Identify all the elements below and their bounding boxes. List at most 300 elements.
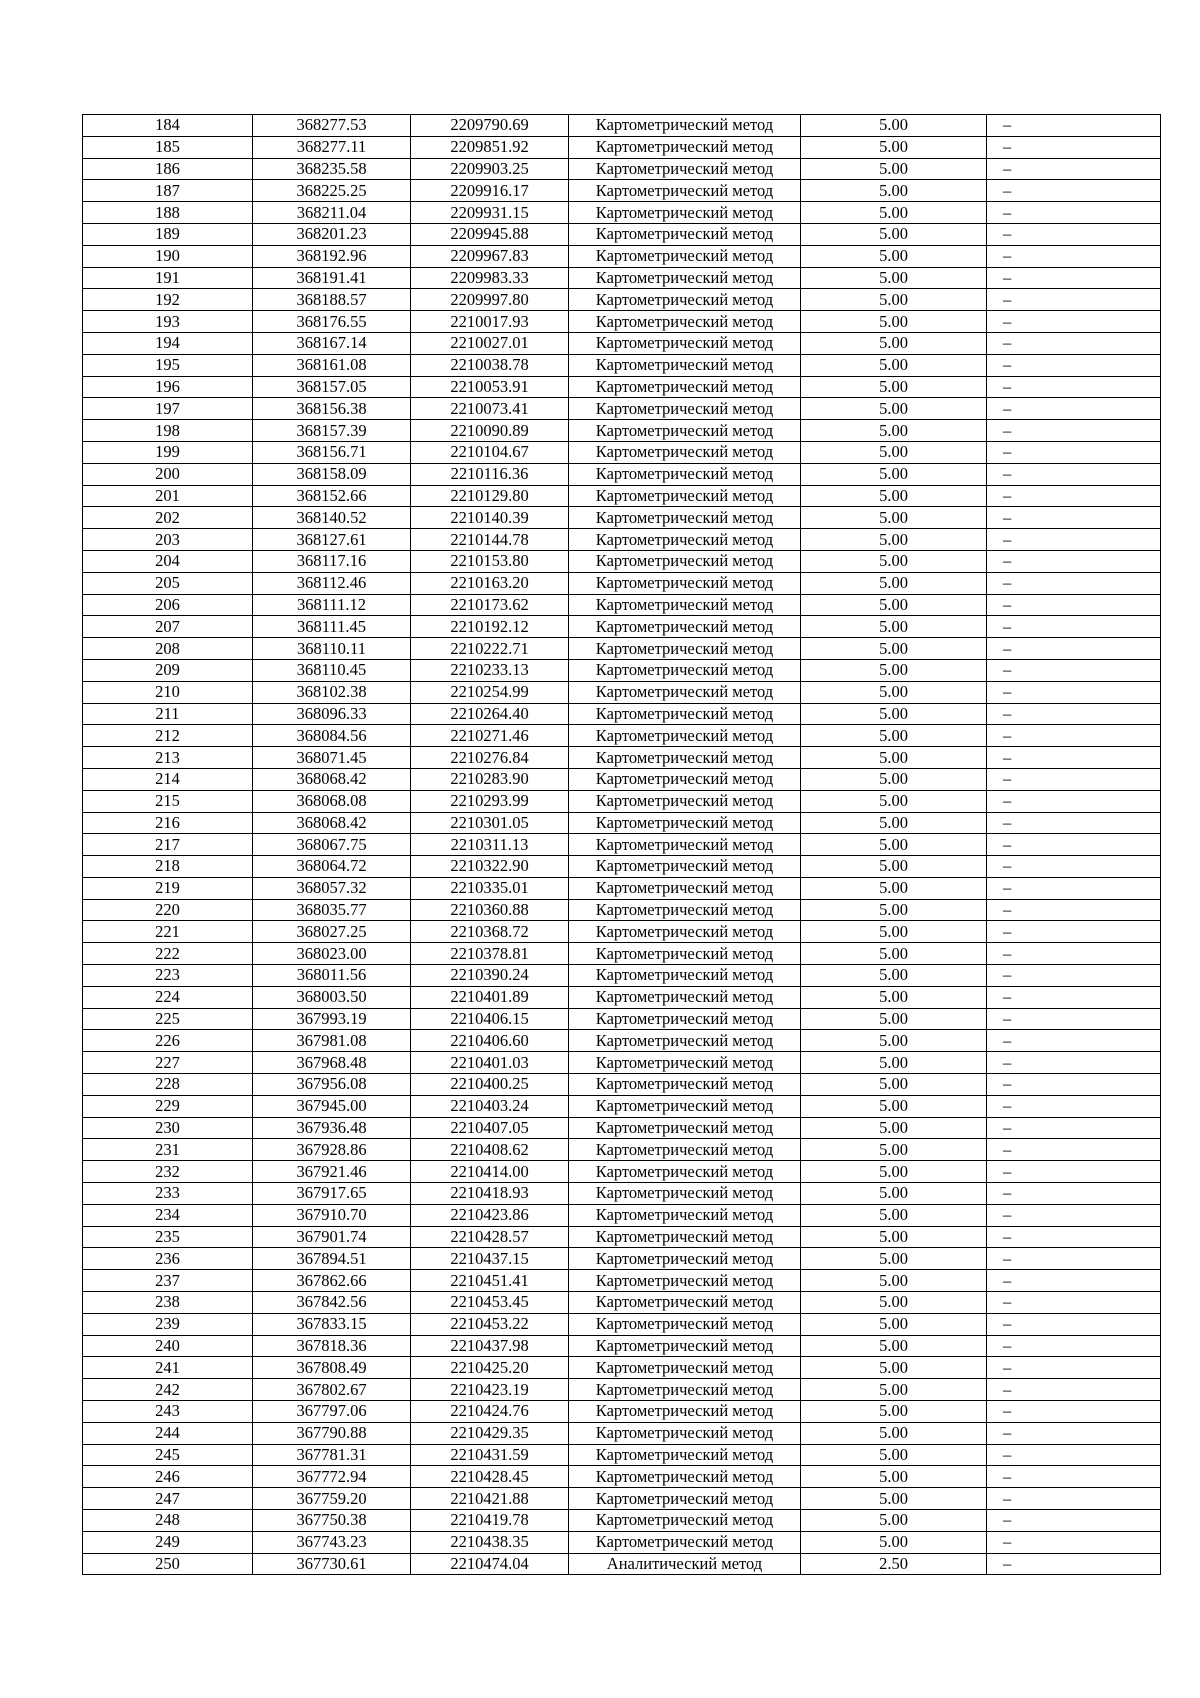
- x-coordinate-cell: 368167.14: [253, 332, 411, 354]
- table-row: [83, 747, 1161, 769]
- method-cell: Картометрический метод: [569, 1226, 801, 1248]
- table-row: [83, 1488, 1161, 1510]
- x-coordinate-cell: 367808.49: [253, 1357, 411, 1379]
- accuracy-cell: 5.00: [801, 1204, 987, 1226]
- table-row: [83, 1401, 1161, 1423]
- point-number-cell: 195: [83, 354, 253, 376]
- point-number-cell: 237: [83, 1270, 253, 1292]
- table-row: [83, 223, 1161, 245]
- point-number-cell: 222: [83, 943, 253, 965]
- note-cell: –: [987, 376, 1161, 398]
- point-number-cell: 189: [83, 223, 253, 245]
- y-coordinate-cell: 2210390.24: [411, 965, 569, 987]
- accuracy-cell: 5.00: [801, 245, 987, 267]
- point-number-cell: 207: [83, 616, 253, 638]
- y-coordinate-cell: 2210407.05: [411, 1117, 569, 1139]
- method-cell: Картометрический метод: [569, 1074, 801, 1096]
- note-cell: –: [987, 1379, 1161, 1401]
- method-cell: Картометрический метод: [569, 136, 801, 158]
- note-cell: –: [987, 1335, 1161, 1357]
- table-row: [83, 1270, 1161, 1292]
- x-coordinate-cell: 368068.42: [253, 768, 411, 790]
- point-number-cell: 215: [83, 790, 253, 812]
- table-row: [83, 921, 1161, 943]
- accuracy-cell: 5.00: [801, 1161, 987, 1183]
- note-cell: –: [987, 332, 1161, 354]
- accuracy-cell: 5.00: [801, 1117, 987, 1139]
- accuracy-cell: 5.00: [801, 965, 987, 987]
- point-number-cell: 204: [83, 550, 253, 572]
- y-coordinate-cell: 2210163.20: [411, 572, 569, 594]
- table-row: [83, 420, 1161, 442]
- x-coordinate-cell: 368127.61: [253, 529, 411, 551]
- accuracy-cell: 5.00: [801, 1292, 987, 1314]
- accuracy-cell: 5.00: [801, 1270, 987, 1292]
- y-coordinate-cell: 2210144.78: [411, 529, 569, 551]
- note-cell: –: [987, 659, 1161, 681]
- method-cell: Картометрический метод: [569, 1183, 801, 1205]
- y-coordinate-cell: 2210027.01: [411, 332, 569, 354]
- method-cell: Картометрический метод: [569, 921, 801, 943]
- accuracy-cell: 5.00: [801, 1008, 987, 1030]
- accuracy-cell: 5.00: [801, 921, 987, 943]
- point-number-cell: 226: [83, 1030, 253, 1052]
- y-coordinate-cell: 2210474.04: [411, 1553, 569, 1575]
- x-coordinate-cell: 368157.39: [253, 420, 411, 442]
- point-number-cell: 219: [83, 877, 253, 899]
- accuracy-cell: 5.00: [801, 136, 987, 158]
- point-number-cell: 202: [83, 507, 253, 529]
- note-cell: –: [987, 115, 1161, 137]
- note-cell: –: [987, 768, 1161, 790]
- x-coordinate-cell: 368235.58: [253, 158, 411, 180]
- table-row: [83, 1226, 1161, 1248]
- table-row: [83, 354, 1161, 376]
- method-cell: Картометрический метод: [569, 834, 801, 856]
- accuracy-cell: 5.00: [801, 747, 987, 769]
- table-row: [83, 398, 1161, 420]
- accuracy-cell: 5.00: [801, 659, 987, 681]
- note-cell: –: [987, 1531, 1161, 1553]
- point-number-cell: 248: [83, 1510, 253, 1532]
- point-number-cell: 239: [83, 1313, 253, 1335]
- point-number-cell: 213: [83, 747, 253, 769]
- note-cell: –: [987, 398, 1161, 420]
- point-number-cell: 199: [83, 441, 253, 463]
- x-coordinate-cell: 367802.67: [253, 1379, 411, 1401]
- accuracy-cell: 5.00: [801, 398, 987, 420]
- note-cell: –: [987, 1292, 1161, 1314]
- y-coordinate-cell: 2210418.93: [411, 1183, 569, 1205]
- table-row: [83, 332, 1161, 354]
- y-coordinate-cell: 2209903.25: [411, 158, 569, 180]
- table-row: [83, 812, 1161, 834]
- table-row: [83, 616, 1161, 638]
- note-cell: –: [987, 834, 1161, 856]
- x-coordinate-cell: 368003.50: [253, 986, 411, 1008]
- accuracy-cell: 5.00: [801, 856, 987, 878]
- point-number-cell: 244: [83, 1422, 253, 1444]
- point-number-cell: 234: [83, 1204, 253, 1226]
- x-coordinate-cell: 368152.66: [253, 485, 411, 507]
- x-coordinate-cell: 367833.15: [253, 1313, 411, 1335]
- accuracy-cell: 5.00: [801, 1074, 987, 1096]
- x-coordinate-cell: 367730.61: [253, 1553, 411, 1575]
- note-cell: –: [987, 180, 1161, 202]
- note-cell: –: [987, 856, 1161, 878]
- note-cell: –: [987, 1008, 1161, 1030]
- y-coordinate-cell: 2210419.78: [411, 1510, 569, 1532]
- accuracy-cell: 5.00: [801, 1488, 987, 1510]
- x-coordinate-cell: 367993.19: [253, 1008, 411, 1030]
- table-row: [83, 943, 1161, 965]
- y-coordinate-cell: 2210192.12: [411, 616, 569, 638]
- point-number-cell: 191: [83, 267, 253, 289]
- note-cell: –: [987, 507, 1161, 529]
- accuracy-cell: 5.00: [801, 485, 987, 507]
- note-cell: –: [987, 245, 1161, 267]
- table-row: [83, 1095, 1161, 1117]
- table-row: [83, 1292, 1161, 1314]
- note-cell: –: [987, 1204, 1161, 1226]
- point-number-cell: 187: [83, 180, 253, 202]
- y-coordinate-cell: 2210437.15: [411, 1248, 569, 1270]
- x-coordinate-cell: 368157.05: [253, 376, 411, 398]
- table-row: [83, 899, 1161, 921]
- accuracy-cell: 5.00: [801, 1510, 987, 1532]
- y-coordinate-cell: 2209997.80: [411, 289, 569, 311]
- point-number-cell: 240: [83, 1335, 253, 1357]
- accuracy-cell: 5.00: [801, 311, 987, 333]
- y-coordinate-cell: 2210378.81: [411, 943, 569, 965]
- x-coordinate-cell: 367901.74: [253, 1226, 411, 1248]
- y-coordinate-cell: 2210421.88: [411, 1488, 569, 1510]
- accuracy-cell: 5.00: [801, 1357, 987, 1379]
- method-cell: Картометрический метод: [569, 659, 801, 681]
- x-coordinate-cell: 368111.12: [253, 594, 411, 616]
- point-number-cell: 209: [83, 659, 253, 681]
- x-coordinate-cell: 368277.53: [253, 115, 411, 137]
- point-number-cell: 249: [83, 1531, 253, 1553]
- note-cell: –: [987, 1444, 1161, 1466]
- note-cell: –: [987, 354, 1161, 376]
- note-cell: –: [987, 899, 1161, 921]
- note-cell: –: [987, 289, 1161, 311]
- accuracy-cell: 5.00: [801, 507, 987, 529]
- accuracy-cell: 5.00: [801, 572, 987, 594]
- method-cell: Картометрический метод: [569, 1292, 801, 1314]
- table-row: [83, 1248, 1161, 1270]
- table-row: [83, 1161, 1161, 1183]
- note-cell: –: [987, 747, 1161, 769]
- accuracy-cell: 5.00: [801, 899, 987, 921]
- x-coordinate-cell: 368068.42: [253, 812, 411, 834]
- method-cell: Картометрический метод: [569, 1117, 801, 1139]
- note-cell: –: [987, 616, 1161, 638]
- x-coordinate-cell: 368110.45: [253, 659, 411, 681]
- point-number-cell: 243: [83, 1401, 253, 1423]
- table-row: [83, 245, 1161, 267]
- method-cell: Картометрический метод: [569, 507, 801, 529]
- accuracy-cell: 5.00: [801, 420, 987, 442]
- note-cell: –: [987, 1553, 1161, 1575]
- method-cell: Картометрический метод: [569, 1335, 801, 1357]
- note-cell: –: [987, 594, 1161, 616]
- point-number-cell: 246: [83, 1466, 253, 1488]
- y-coordinate-cell: 2209790.69: [411, 115, 569, 137]
- y-coordinate-cell: 2210431.59: [411, 1444, 569, 1466]
- note-cell: –: [987, 202, 1161, 224]
- note-cell: –: [987, 812, 1161, 834]
- method-cell: Картометрический метод: [569, 703, 801, 725]
- note-cell: –: [987, 420, 1161, 442]
- coordinates-table: [82, 114, 1161, 1575]
- x-coordinate-cell: 368156.38: [253, 398, 411, 420]
- table-row: [83, 1422, 1161, 1444]
- x-coordinate-cell: 367790.88: [253, 1422, 411, 1444]
- accuracy-cell: 2.50: [801, 1553, 987, 1575]
- point-number-cell: 200: [83, 463, 253, 485]
- accuracy-cell: 5.00: [801, 986, 987, 1008]
- method-cell: Картометрический метод: [569, 899, 801, 921]
- table-row: [83, 202, 1161, 224]
- table-row: [83, 1052, 1161, 1074]
- point-number-cell: 233: [83, 1183, 253, 1205]
- point-number-cell: 186: [83, 158, 253, 180]
- y-coordinate-cell: 2210140.39: [411, 507, 569, 529]
- point-number-cell: 241: [83, 1357, 253, 1379]
- y-coordinate-cell: 2210301.05: [411, 812, 569, 834]
- table-row: [83, 877, 1161, 899]
- y-coordinate-cell: 2210453.22: [411, 1313, 569, 1335]
- x-coordinate-cell: 367894.51: [253, 1248, 411, 1270]
- method-cell: Картометрический метод: [569, 485, 801, 507]
- x-coordinate-cell: 368176.55: [253, 311, 411, 333]
- y-coordinate-cell: 2209983.33: [411, 267, 569, 289]
- note-cell: –: [987, 158, 1161, 180]
- point-number-cell: 208: [83, 638, 253, 660]
- table-row: [83, 703, 1161, 725]
- method-cell: Картометрический метод: [569, 594, 801, 616]
- table-row: [83, 965, 1161, 987]
- table-row: [83, 1466, 1161, 1488]
- note-cell: –: [987, 550, 1161, 572]
- x-coordinate-cell: 368225.25: [253, 180, 411, 202]
- table-row: [83, 1204, 1161, 1226]
- method-cell: Картометрический метод: [569, 1008, 801, 1030]
- method-cell: Картометрический метод: [569, 332, 801, 354]
- y-coordinate-cell: 2209851.92: [411, 136, 569, 158]
- y-coordinate-cell: 2210424.76: [411, 1401, 569, 1423]
- note-cell: –: [987, 1074, 1161, 1096]
- table-body: [83, 115, 1161, 1575]
- x-coordinate-cell: 368068.08: [253, 790, 411, 812]
- x-coordinate-cell: 368117.16: [253, 550, 411, 572]
- x-coordinate-cell: 367743.23: [253, 1531, 411, 1553]
- accuracy-cell: 5.00: [801, 376, 987, 398]
- point-number-cell: 212: [83, 725, 253, 747]
- method-cell: Картометрический метод: [569, 529, 801, 551]
- accuracy-cell: 5.00: [801, 158, 987, 180]
- note-cell: –: [987, 1226, 1161, 1248]
- accuracy-cell: 5.00: [801, 1052, 987, 1074]
- accuracy-cell: 5.00: [801, 1422, 987, 1444]
- y-coordinate-cell: 2210368.72: [411, 921, 569, 943]
- accuracy-cell: 5.00: [801, 616, 987, 638]
- note-cell: –: [987, 1183, 1161, 1205]
- y-coordinate-cell: 2210403.24: [411, 1095, 569, 1117]
- x-coordinate-cell: 368023.00: [253, 943, 411, 965]
- y-coordinate-cell: 2210438.35: [411, 1531, 569, 1553]
- x-coordinate-cell: 368188.57: [253, 289, 411, 311]
- y-coordinate-cell: 2210129.80: [411, 485, 569, 507]
- x-coordinate-cell: 368084.56: [253, 725, 411, 747]
- method-cell: Картометрический метод: [569, 1052, 801, 1074]
- table-row: [83, 1313, 1161, 1335]
- accuracy-cell: 5.00: [801, 1379, 987, 1401]
- note-cell: –: [987, 1139, 1161, 1161]
- table-row: [83, 834, 1161, 856]
- method-cell: Аналитический метод: [569, 1553, 801, 1575]
- table-row: [83, 267, 1161, 289]
- table-row: [83, 1379, 1161, 1401]
- y-coordinate-cell: 2210073.41: [411, 398, 569, 420]
- table-row: [83, 485, 1161, 507]
- point-number-cell: 225: [83, 1008, 253, 1030]
- accuracy-cell: 5.00: [801, 1335, 987, 1357]
- point-number-cell: 245: [83, 1444, 253, 1466]
- y-coordinate-cell: 2209945.88: [411, 223, 569, 245]
- method-cell: Картометрический метод: [569, 812, 801, 834]
- point-number-cell: 188: [83, 202, 253, 224]
- method-cell: Картометрический метод: [569, 398, 801, 420]
- x-coordinate-cell: 368110.11: [253, 638, 411, 660]
- x-coordinate-cell: 367818.36: [253, 1335, 411, 1357]
- note-cell: –: [987, 943, 1161, 965]
- accuracy-cell: 5.00: [801, 594, 987, 616]
- x-coordinate-cell: 367956.08: [253, 1074, 411, 1096]
- table-row: [83, 529, 1161, 551]
- y-coordinate-cell: 2210437.98: [411, 1335, 569, 1357]
- note-cell: –: [987, 1095, 1161, 1117]
- x-coordinate-cell: 367842.56: [253, 1292, 411, 1314]
- point-number-cell: 203: [83, 529, 253, 551]
- accuracy-cell: 5.00: [801, 354, 987, 376]
- point-number-cell: 218: [83, 856, 253, 878]
- method-cell: Картометрический метод: [569, 1379, 801, 1401]
- x-coordinate-cell: 367862.66: [253, 1270, 411, 1292]
- accuracy-cell: 5.00: [801, 332, 987, 354]
- y-coordinate-cell: 2209931.15: [411, 202, 569, 224]
- note-cell: –: [987, 1466, 1161, 1488]
- accuracy-cell: 5.00: [801, 1095, 987, 1117]
- x-coordinate-cell: 368102.38: [253, 681, 411, 703]
- table-row: [83, 1074, 1161, 1096]
- table-row: [83, 768, 1161, 790]
- note-cell: –: [987, 1357, 1161, 1379]
- x-coordinate-cell: 367772.94: [253, 1466, 411, 1488]
- method-cell: Картометрический метод: [569, 245, 801, 267]
- y-coordinate-cell: 2210153.80: [411, 550, 569, 572]
- point-number-cell: 190: [83, 245, 253, 267]
- x-coordinate-cell: 367936.48: [253, 1117, 411, 1139]
- x-coordinate-cell: 367917.65: [253, 1183, 411, 1205]
- point-number-cell: 217: [83, 834, 253, 856]
- accuracy-cell: 5.00: [801, 681, 987, 703]
- point-number-cell: 247: [83, 1488, 253, 1510]
- point-number-cell: 228: [83, 1074, 253, 1096]
- x-coordinate-cell: 368192.96: [253, 245, 411, 267]
- method-cell: Картометрический метод: [569, 550, 801, 572]
- method-cell: Картометрический метод: [569, 202, 801, 224]
- note-cell: –: [987, 1510, 1161, 1532]
- point-number-cell: 194: [83, 332, 253, 354]
- x-coordinate-cell: 368140.52: [253, 507, 411, 529]
- method-cell: Картометрический метод: [569, 1248, 801, 1270]
- method-cell: Картометрический метод: [569, 441, 801, 463]
- point-number-cell: 221: [83, 921, 253, 943]
- table-row: [83, 158, 1161, 180]
- y-coordinate-cell: 2210222.71: [411, 638, 569, 660]
- y-coordinate-cell: 2210254.99: [411, 681, 569, 703]
- point-number-cell: 184: [83, 115, 253, 137]
- table-row: [83, 1510, 1161, 1532]
- accuracy-cell: 5.00: [801, 1183, 987, 1205]
- method-cell: Картометрический метод: [569, 1510, 801, 1532]
- note-cell: –: [987, 1117, 1161, 1139]
- point-number-cell: 193: [83, 311, 253, 333]
- table-row: [83, 1444, 1161, 1466]
- accuracy-cell: 5.00: [801, 1226, 987, 1248]
- note-cell: –: [987, 1422, 1161, 1444]
- accuracy-cell: 5.00: [801, 1444, 987, 1466]
- point-number-cell: 220: [83, 899, 253, 921]
- y-coordinate-cell: 2210276.84: [411, 747, 569, 769]
- y-coordinate-cell: 2210283.90: [411, 768, 569, 790]
- x-coordinate-cell: 367921.46: [253, 1161, 411, 1183]
- method-cell: Картометрический метод: [569, 463, 801, 485]
- method-cell: Картометрический метод: [569, 965, 801, 987]
- note-cell: –: [987, 921, 1161, 943]
- accuracy-cell: 5.00: [801, 289, 987, 311]
- method-cell: Картометрический метод: [569, 1030, 801, 1052]
- y-coordinate-cell: 2210451.41: [411, 1270, 569, 1292]
- point-number-cell: 201: [83, 485, 253, 507]
- x-coordinate-cell: 368156.71: [253, 441, 411, 463]
- y-coordinate-cell: 2210414.00: [411, 1161, 569, 1183]
- y-coordinate-cell: 2209916.17: [411, 180, 569, 202]
- x-coordinate-cell: 367981.08: [253, 1030, 411, 1052]
- x-coordinate-cell: 367928.86: [253, 1139, 411, 1161]
- accuracy-cell: 5.00: [801, 267, 987, 289]
- note-cell: –: [987, 223, 1161, 245]
- point-number-cell: 230: [83, 1117, 253, 1139]
- point-number-cell: 198: [83, 420, 253, 442]
- method-cell: Картометрический метод: [569, 768, 801, 790]
- method-cell: Картометрический метод: [569, 790, 801, 812]
- x-coordinate-cell: 368111.45: [253, 616, 411, 638]
- method-cell: Картометрический метод: [569, 1531, 801, 1553]
- x-coordinate-cell: 368071.45: [253, 747, 411, 769]
- x-coordinate-cell: 368191.41: [253, 267, 411, 289]
- table-row: [83, 507, 1161, 529]
- method-cell: Картометрический метод: [569, 223, 801, 245]
- method-cell: Картометрический метод: [569, 1444, 801, 1466]
- method-cell: Картометрический метод: [569, 1204, 801, 1226]
- point-number-cell: 196: [83, 376, 253, 398]
- y-coordinate-cell: 2210335.01: [411, 877, 569, 899]
- method-cell: Картометрический метод: [569, 311, 801, 333]
